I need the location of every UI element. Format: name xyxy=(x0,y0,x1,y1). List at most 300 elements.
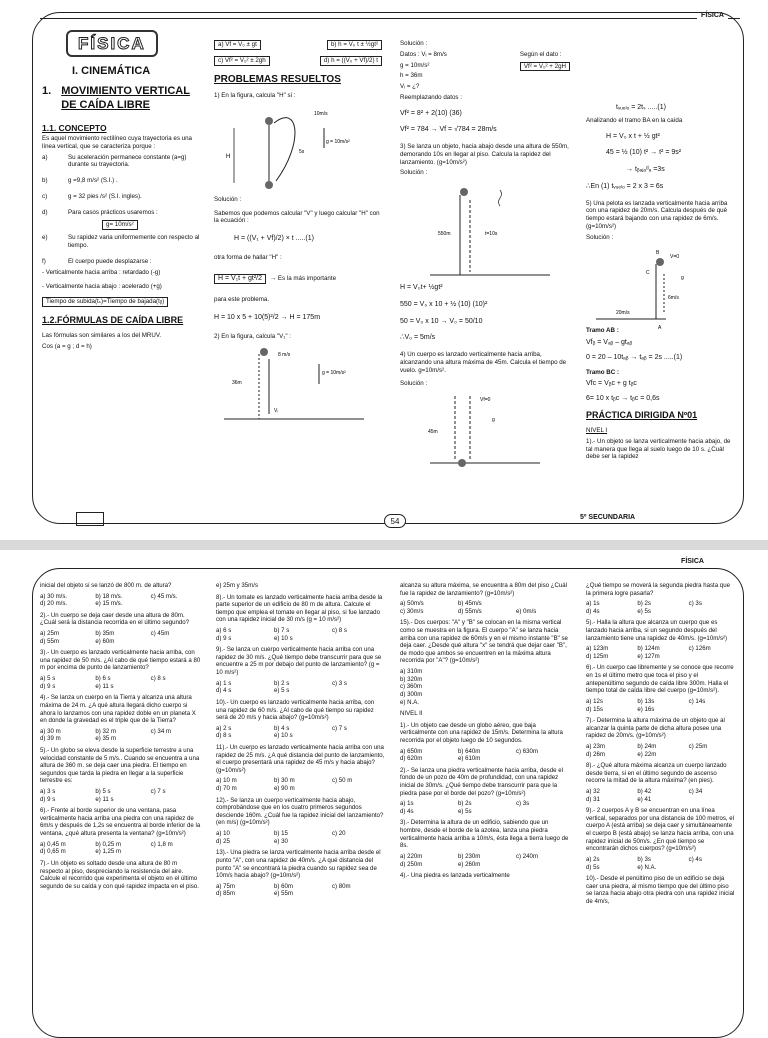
replace-label: Reemplazando datos : xyxy=(400,93,462,101)
item-text: Para casos prácticos usaremos : xyxy=(68,208,158,216)
answer-option: d) 9 s xyxy=(216,634,232,642)
figure-3 xyxy=(400,180,560,280)
answer-option xyxy=(458,699,512,707)
answer-options xyxy=(400,600,570,615)
item-f xyxy=(42,258,202,266)
answer-option: c) 50 m xyxy=(332,777,353,785)
header-subject-2: FÍSICA xyxy=(677,558,708,565)
step-3: 50 = V₀ x 10 → V₀ = 50/10 xyxy=(400,317,483,325)
question-text: alcanza su altura máxima, se encuentra a 80m del piso ¿Cuál fue la rapidez de lanzamiento? (g=10m/s²) xyxy=(400,582,567,597)
answer-option: e) 260m xyxy=(458,860,481,868)
question-block xyxy=(40,649,202,690)
question-text: 13).- Una piedra se lanza verticalmente hacia arriba desde el punto "A", con una rapidez de 40m/s. ¿A qué distancia del punto "A" se encontrará la piedra cuando su rapidez sea de 10m/s hacia abajo? (g=10m/s²) xyxy=(216,849,381,880)
practice-title: PRÁCTICA DIRIGIDA Nº01 xyxy=(586,409,698,420)
question-block xyxy=(586,807,736,871)
question-text: 5).- Halla la altura que alcanza un cuerpo que es lanzado hacia arriba, si un segundo después del lanzamiento tiene una rapidez de 40m/s. (g=10m/s²) xyxy=(586,619,728,642)
answer-options xyxy=(586,788,736,803)
answer-option: b) 2 s xyxy=(274,679,290,687)
column-2 xyxy=(214,40,382,427)
formula-d: d) h = ((V₀ + Vf)/2) t xyxy=(320,56,382,66)
fig2-height: 36m xyxy=(232,379,242,386)
question-block xyxy=(400,819,570,868)
item-a xyxy=(42,154,202,170)
fig5-6ms: 6m/s xyxy=(668,295,679,302)
answer-option xyxy=(516,699,570,707)
question-block xyxy=(216,582,386,590)
answer-option: a) 310m xyxy=(400,668,423,676)
practice-q1: 1).- Un objeto se lanza verticalmente hacia abajo, de tal manera que llega al suelo luego de 10 s. ¿Cuál debe ser la rapidez xyxy=(586,437,731,461)
fig5-20ms: 20m/s xyxy=(616,310,630,317)
answer-option: e) 10 s xyxy=(274,732,293,740)
answer-option: d) 26m xyxy=(586,750,605,758)
answer-option: e) N.A. xyxy=(637,863,657,871)
answer-option: d) 20 m/s. xyxy=(40,600,68,608)
question-block xyxy=(40,747,202,803)
answer-option: b) 6 s xyxy=(95,675,111,683)
page-number: 54 xyxy=(384,514,406,528)
answer-option: c) 7 s xyxy=(332,724,347,732)
answer-option: c) 80m xyxy=(332,882,351,890)
question-text: 8).- ¿Qué altura máxima alcanza un cuerpo lanzado desde tierra, si en el último segundo de ascenso recorre la mitad de la altura máxima? (en pies). xyxy=(586,762,727,785)
question-text: e) 25m y 35m/s xyxy=(216,582,258,589)
fig5-point-b: B xyxy=(656,250,660,257)
corner-box xyxy=(76,512,104,526)
answer-options xyxy=(400,800,570,815)
tramo-ab: Tramo AB : xyxy=(586,327,619,335)
answer-option xyxy=(151,683,202,691)
section-heading xyxy=(42,85,202,113)
answer-option: b) 32 m xyxy=(95,727,116,735)
answer-option: d) 31 xyxy=(586,795,600,803)
question-text: 15).- Dos cuerpos: "A" y "B" se colocan en la misma vertical como se muestra en la figura. El cuerpo "A" se lanza hacia arriba con una rapidez de 60m/s y en el mismo instante "B" se deja caer. ¿Desde qué altura "x" se tendrá que dejar caer "B", de modo que ambos se encuentren en la máxima altura recorrida por "A"? (g=10m/s²) xyxy=(400,619,568,665)
question-text: NIVEL II xyxy=(400,710,423,718)
question-text: 9).- Se lanza un cuerpo verticalmente hacia arriba con una rapidez de 30 m/s. ¿Qué tiempo debe transcurrir para que se encuentre a 25 m por debajo del punto de lanzamiento? (g = 10 m/s²) xyxy=(216,646,382,677)
question-block xyxy=(400,722,570,763)
fig5-point-c: C xyxy=(646,270,650,277)
answer-option: a) 3 s xyxy=(40,788,56,796)
answer-option xyxy=(689,751,736,759)
question-text: inicial del objeto si se lanzó de 800 m. de altura? xyxy=(40,582,172,589)
answer-option: d) 9 s xyxy=(40,795,56,803)
question-block xyxy=(400,710,570,718)
answer-options xyxy=(216,627,386,642)
answer-option: b) 24m xyxy=(637,742,657,750)
question-text: 7).- Un objeto es soltado desde una altura de 80 m respecto al piso, despreciando la resistencia del aire. Calcule el recorrido que experimenta el objeto en el último segundo de su caída y con qué rapidez impacta en el piso. xyxy=(40,859,199,890)
formula-c: c) Vf² = V₀² ± 2gh xyxy=(214,56,270,66)
fig1-velocity: 10m/s xyxy=(314,110,328,117)
fig5-gravity: g xyxy=(681,275,684,282)
answer-option: d) 70 m xyxy=(216,785,237,793)
problem-1: 1) En la figura, calcula "H" si : xyxy=(214,92,296,99)
question-block xyxy=(400,767,570,816)
answer-option xyxy=(516,676,570,684)
answer-option: b) 0,25 m xyxy=(95,840,122,848)
answer-option: a) 75m xyxy=(216,882,235,890)
tramo-bc-2: 6= 10 x tᵦc → tᵦc = 0,6s xyxy=(586,395,660,402)
question-text: 3).- Un cuerpo es lanzado verticalmente hacia arriba, con una rapidez de 50 m/s. ¿Al cabo de qué tiempo estará a 80 m por encima de punto de lanzamiento? xyxy=(40,649,201,672)
question-text: 4).- Una piedra es lanzada verticalmente xyxy=(400,872,510,880)
answer-option: b) 3s xyxy=(637,855,651,863)
answer-option: a) 6 s xyxy=(216,627,232,635)
formula-b: b) h = V₀ t ± ½gt² xyxy=(327,40,382,50)
answer-option: e) 41 xyxy=(637,795,652,803)
answer-option xyxy=(689,796,736,804)
solution-label-3: Solución : xyxy=(400,380,428,388)
col4-eq-3: → tᵦₐⱼₐᵈₐ =3s xyxy=(626,166,665,173)
answer-option: d) 85m xyxy=(216,890,235,898)
answer-option: e) 127m xyxy=(637,652,660,660)
answer-option: a) 10 xyxy=(216,830,230,838)
item-c xyxy=(42,193,202,201)
answer-option: d) 125m xyxy=(586,652,609,660)
answer-option: c) 4s xyxy=(688,855,702,863)
equation-2-note: → Es la más importante xyxy=(270,275,337,282)
formula-a: a) Vf = V₀ ± gt xyxy=(214,40,261,50)
answer-option: c) 45m xyxy=(150,630,170,638)
item-label: f) xyxy=(42,257,46,265)
question-block xyxy=(216,699,386,740)
tramo-bc-1: Vfc = Vᵦc + g tᵦc xyxy=(586,380,637,388)
question-text: 3).- Determina la altura de un edificio, sabiendo que un hombre, desde el borde de la azotea, lanza una piedra verticalmente hacia arriba a 10m/s, ésta llega a tierra luego de 8s. xyxy=(400,819,569,850)
answer-option xyxy=(516,683,570,691)
answer-option: d) 300m xyxy=(400,690,423,698)
item-d xyxy=(42,209,202,217)
accord-label: Según el dato : xyxy=(519,50,562,58)
fisica-logo: FÍSICA xyxy=(66,30,158,57)
problems-title: PROBLEMAS RESUELTOS xyxy=(214,73,341,85)
fig3-height: 550m xyxy=(438,231,451,237)
item-text: El cuerpo puede desplazarse : xyxy=(68,257,152,265)
answer-option: e) 30 xyxy=(274,837,288,845)
data-block xyxy=(400,51,447,94)
item-text: g =9,8 m/s² (S.I.) . xyxy=(68,177,118,185)
answer-option: e) 15 m/s. xyxy=(95,600,123,608)
answer-option: b) 7 s xyxy=(274,627,290,635)
answer-option: b) 18 m/s. xyxy=(95,592,123,600)
fig1-time: 5s xyxy=(299,148,305,155)
answer-option: a) 123m xyxy=(586,645,609,653)
answer-options xyxy=(586,698,736,713)
item-text: g = 32 pies /s² (S.I. ingles). xyxy=(68,192,142,200)
item-label: b) xyxy=(42,177,48,185)
answer-option: d) 39 m xyxy=(40,735,61,743)
equation-1: H = ((V₁ + Vf)/2) × t .....(1) xyxy=(234,235,314,242)
answer-option: e) 55m xyxy=(274,890,293,898)
times-text: Tiempo de subida(tₛ)=Tiempo de bajada(tᵦ) xyxy=(42,297,168,307)
question-text: 12).- Se lanza un cuerpo verticalmente hacia abajo, comprobándose que en los cuatro primeros segundos desciende 160m. ¿Cuál fue la rapidez inicial del lanzamiento? (en m/s) (g=10m/s²) xyxy=(216,796,384,827)
answer-option: d) 25 xyxy=(216,837,230,845)
solution-label: Solución : xyxy=(400,40,428,47)
answer-options xyxy=(40,788,202,803)
question-block xyxy=(216,849,386,898)
section-title: MOVIMIENTO VERTICAL DE CAÍDA LIBRE xyxy=(61,85,190,111)
formulas-text: Las fórmulas son similares a los del MRUV. xyxy=(42,331,162,339)
result-2: Vf² = 784 → Vf = √784 = 28m/s xyxy=(400,126,497,134)
questions-column-b xyxy=(216,582,386,902)
answer-option xyxy=(151,735,202,743)
equation-3: H = 10 x 5 + 10(5)²/2 → H = 175m xyxy=(214,314,321,321)
answer-options xyxy=(586,645,736,660)
answer-option: e) 0m/s xyxy=(516,607,537,615)
answer-option: e) 22m xyxy=(637,750,657,758)
col4-eq-1: H = V₀ x t + ½ gt² xyxy=(606,132,660,140)
answer-option: e) 610m xyxy=(458,755,481,763)
question-block xyxy=(586,619,736,660)
accord-block xyxy=(520,51,570,94)
answer-option: a) 25m xyxy=(40,630,59,638)
col4-eq-4: ∴En (1) tᵥᵤₑₗₒ = 2 x 3 = 6s xyxy=(586,182,664,190)
problem-2: 2) En la figura, calcula "V₁" : xyxy=(214,332,291,340)
column-3 xyxy=(400,40,570,474)
answer-option: e) 60m xyxy=(95,637,115,645)
g-value-box xyxy=(102,220,202,230)
data-line: g = 10m/s² xyxy=(400,61,430,69)
answer-option: c) 45 m/s. xyxy=(150,592,178,600)
answer-option xyxy=(516,668,570,676)
question-block xyxy=(40,694,202,743)
question-text: 9).- 2 cuerpos A y B se encuentran en una línea vertical, separados por una distancia de 100 metros, el cuerpo A (está arriba) se deja caer y simultáneamente el cuerpo B (está abajo) se lanza hacia arriba, con una rapidez inicial de 50m/s. ¿En qué tiempo se encontrarán dichos cuerpos? (g=10m/s²) xyxy=(586,807,735,853)
answer-option: e) 5s xyxy=(637,607,651,615)
level-1: NIVEL I xyxy=(586,427,608,434)
tramo-ab-1: Vfᵦ = Vₐᵦ – gtₐᵦ xyxy=(586,339,633,346)
chapter-title: I. CINEMÁTICA xyxy=(72,65,151,78)
answer-option: e) 90 m xyxy=(274,785,295,793)
question-block xyxy=(40,860,202,890)
question-block xyxy=(400,619,570,706)
question-block xyxy=(586,582,736,615)
answer-option: c) 30m/s xyxy=(400,607,424,615)
figure-1 xyxy=(214,103,374,193)
questions-column-a xyxy=(40,582,202,894)
answer-option: c) 630m xyxy=(516,747,539,755)
answer-option: c) 3s xyxy=(688,600,702,608)
page-gap xyxy=(0,540,768,550)
answer-option: e) 11 s xyxy=(95,682,114,690)
answer-option xyxy=(332,890,386,898)
answer-options xyxy=(586,600,736,615)
question-text: 2).- Un cuerpo se deja caer desde una altura de 80m. ¿Cuál será la distancia recorrida en el último segundo? xyxy=(40,611,190,627)
answer-options xyxy=(40,630,202,645)
answer-option xyxy=(458,683,512,691)
question-text: 10).- Desde el penúltimo piso de un edificio se deja caer una piedra, al mismo tiempo que del último piso se lanza hacia abajo otra piedra con una rapidez inicial de 4m/s, xyxy=(586,875,735,905)
question-block xyxy=(586,875,736,905)
answer-option xyxy=(151,600,202,608)
answer-option: b) 13s xyxy=(637,697,655,705)
answer-option: a) 50m/s xyxy=(400,600,424,608)
answer-option: b) 35m xyxy=(95,630,115,638)
item-label: c) xyxy=(42,192,48,200)
answer-option: c) 360m xyxy=(400,683,423,691)
answer-option xyxy=(458,668,512,676)
answer-option xyxy=(458,691,512,699)
formulas-row-1 xyxy=(214,40,382,50)
answer-option: e) 35 m xyxy=(95,735,116,743)
header-subject: FÍSICA xyxy=(697,12,728,19)
answer-option: b) 30 m xyxy=(274,777,295,785)
answer-option: e) 11 s xyxy=(95,795,114,803)
question-block xyxy=(216,646,386,695)
question-block xyxy=(400,582,570,615)
answer-option: e) 10 s xyxy=(274,634,293,642)
fig5-v0: V=0 xyxy=(670,254,680,261)
page-55 xyxy=(0,550,768,1024)
fig4-final-velocity: Vf=0 xyxy=(480,397,491,403)
answer-options xyxy=(400,748,570,763)
answer-option: a) 12s xyxy=(586,697,603,705)
step-2: 550 = V₀ x 10 + ½ (10) (10)² xyxy=(400,300,488,308)
question-text: 6).- Un cuerpo cae libremente y se conoce que recorre en 1s el último metro que toca el piso y el antepenúltimo segundo de caída libre 300m. Halla el tiempo total de caída libre del cuerpo (g=10m/s²). xyxy=(586,664,734,695)
question-text: 1).- Un objeto cae desde un globo aéreo, que baja verticalmente con una rapidez de 15m/s. Determina la altura recorrida por el objeto luego de 10 segundos. xyxy=(400,721,563,744)
answer-option: d) 15s xyxy=(586,705,603,713)
answer-option: b) 42 xyxy=(637,788,652,796)
question-text: 2).- Se lanza una piedra verticalmente hacia arriba, desde el fondo de un pozo de 40m de profundidad, con una rapidez inicial de 30m/s. ¿Qué tiempo debe transcurrir para que la piedra pase por el borde del pozo? (g=10m/s²) xyxy=(400,766,563,797)
question-block xyxy=(40,582,202,608)
problem-3: 3) Se lanza un objeto, hacia abajo desde una altura de 550m, demorando 10s en llegar al piso. Calcula la rapidez del lanzamiento. (g=10m/s²) xyxy=(400,143,569,166)
question-block xyxy=(40,807,202,856)
answer-option xyxy=(332,687,386,695)
col4-eq-2: 45 = ½ (10) t² → t² = 9s² xyxy=(606,149,682,157)
answer-option: c) 7 s xyxy=(150,788,166,796)
answer-option: a) 23m xyxy=(586,742,605,750)
answer-option: c) 1,8 m xyxy=(150,840,173,848)
answer-option: b) 2s xyxy=(637,600,651,608)
step-4: ∴V₀ = 5m/s xyxy=(400,334,436,342)
answer-option xyxy=(516,691,570,699)
question-text: 11).- Un cuerpo es lanzado verticalmente hacia arriba con una rapidez de 25 m/s. ¿A qué distancia del punto de lanzamiento, el cuerpo presentará una rapidez de 45 m/s y hacia abajo? (g=10m/s²) xyxy=(216,743,385,774)
answer-option: a) 1s xyxy=(400,800,414,808)
answer-option: d) 9 s xyxy=(40,682,56,690)
formulas-title: 1.2.FÓRMULAS DE CAÍDA LIBRE xyxy=(42,314,184,325)
answer-option: e) 1,25 m xyxy=(95,848,122,856)
question-text: 7).- Determina la altura máxima de un objeto que al alcanzar la quinta parte de dicha altura posee una rapidez de 20m/s. (g=10m/s²) xyxy=(586,717,725,740)
answer-option: a) 2 s xyxy=(216,724,232,732)
answer-option xyxy=(458,676,512,684)
answer-option xyxy=(689,653,736,661)
data-row xyxy=(400,51,570,94)
answer-option: c) 126m xyxy=(688,645,711,653)
answer-option xyxy=(332,635,386,643)
figure-2 xyxy=(214,344,374,424)
answer-option: b) 2s xyxy=(458,800,472,808)
motion-down: - Verticalmente hacia abajo : acelerado (+g) xyxy=(42,283,162,291)
answer-option: b) 60m xyxy=(274,882,293,890)
fig2-final-velocity: Vᵢ xyxy=(274,407,279,414)
answer-option: b) 5 s xyxy=(95,788,111,796)
solution-text: Sabemos que podemos calcular "V" y luego calcular "H" con la ecuación : xyxy=(214,209,380,225)
section-number: 1. xyxy=(42,85,52,97)
tramo-ab-2: 0 = 20 – 10tₐᵦ → tₐᵦ = 2s .....(1) xyxy=(586,353,683,361)
answer-option: a) 5 s xyxy=(40,675,56,683)
question-block xyxy=(216,744,386,793)
answer-options xyxy=(216,725,386,740)
question-block xyxy=(586,717,736,758)
answer-options xyxy=(400,853,570,868)
answer-option: b) 320m xyxy=(400,675,423,683)
questions-column-d xyxy=(586,582,736,910)
answer-option: c) 8 s xyxy=(332,627,347,635)
answer-option xyxy=(689,608,736,616)
solution-label-2: Solución : xyxy=(400,169,428,177)
tramo-bc: Tramo BC : xyxy=(586,368,620,376)
fig1-height: H xyxy=(226,153,231,160)
answer-option xyxy=(332,838,386,846)
question-text: 6).- Frente al borde superior de una ventana, pasa verticalmente hacia arriba una piedra con una rapidez de 6m/s y después de 1,2s se encuentra al borde inferior de la ventana, ¿qué altura presenta la ventana? (g=10m/s²) xyxy=(40,807,201,838)
column-4 xyxy=(586,100,736,464)
item-b xyxy=(42,177,202,185)
answer-options xyxy=(400,668,570,706)
questions-column-c xyxy=(400,582,570,884)
answer-option: c) 240m xyxy=(516,852,539,860)
answer-option: d) 8 s xyxy=(216,732,232,740)
answer-option: e) N.A. xyxy=(400,698,419,706)
question-text: 5).- Un globo se eleva desde la superficie terrestre a una velocidad constante de 5 m/s.. Cuando se encuentra a una altura de 360 m. se deja caer una piedra. El tiempo en segundos que tarda la piedra en llegar a la superficie terrestre es: xyxy=(40,746,200,785)
question-block xyxy=(586,664,736,713)
answer-option: e) 5 s xyxy=(274,687,290,695)
concept-text: Es aquel movimiento rectilíneo cuya trayectoria es una línea vertical, que se caracteriza porque : xyxy=(42,135,192,150)
answer-options xyxy=(40,841,202,856)
answer-option: c) 14s xyxy=(688,697,706,705)
fig5-point-a: A xyxy=(658,325,662,332)
item-label: e) xyxy=(42,234,48,242)
question-block xyxy=(216,594,386,643)
problem-4: 4) Un cuerpo es lanzado verticalmente hacia arriba, alcanzando una altura máxima de 45m. Calcula el tiempo de vuelo. g=10m/s². xyxy=(400,351,567,374)
answer-option: a) 220m xyxy=(400,852,423,860)
answer-option xyxy=(516,755,570,763)
answer-option: a) 0,45 m xyxy=(40,840,66,848)
question-text: 8).- Un tomate es lanzado verticalmente hacia arriba desde la parte superior de un edificio de 80 m de altura. Calcule el tiempo que emplea el tomate en llegar al piso, si fue lanzado con una rapidez inicial de 30 m/s (g = 10 m/s²) xyxy=(216,593,383,624)
answer-option: b) 15 xyxy=(274,830,288,838)
answer-option: b) 640m xyxy=(458,747,481,755)
answer-option: d) 0,65 m xyxy=(40,848,66,856)
answer-option xyxy=(151,638,202,646)
answer-option: c) 3s xyxy=(516,800,530,808)
formulas-row-2 xyxy=(214,56,382,66)
answer-option: a) 30 m xyxy=(40,727,61,735)
cos-note: Cos (a = g ; d = h) xyxy=(42,342,92,350)
question-text: 4).- Se lanza un cuerpo en la Tierra y alcanza una altura máxima de 24 m. ¿A qué altura llegará dicho cuerpo si ahora lo lanzamos con una rapidez doble en un planeta X en donde la gravedad es el triple que de la Tierra? xyxy=(40,694,196,725)
concept-title: 1.1. CONCEPTO xyxy=(42,122,107,133)
fig1-gravity: g = 10m/s² xyxy=(326,138,350,145)
item-label: a) xyxy=(42,153,48,161)
answer-options xyxy=(586,743,736,758)
figure-4 xyxy=(400,391,560,471)
answer-options xyxy=(216,777,386,792)
question-block xyxy=(586,762,736,803)
result-1: Vf² = 8² + 2(10) (36) xyxy=(400,109,462,117)
answer-option xyxy=(516,808,570,816)
answer-option: a) 650m xyxy=(400,747,423,755)
answer-option: c) 20 xyxy=(332,830,346,838)
answer-option: a) 10 m xyxy=(216,777,237,785)
fig4-height: 45m xyxy=(428,429,438,435)
question-text: 10).- Un cuerpo es lanzado verticalmente hacia arriba, con una rapidez de 60 m/s. ¿Al cabo de qué tiempo su rapidez será de 20 m/s y hacia abajo? (g=10m/s²) xyxy=(216,698,375,722)
solution-label: Solución : xyxy=(214,195,242,203)
g-value: g= 10m/s² xyxy=(102,220,138,230)
answer-option xyxy=(332,732,386,740)
answer-option: b) 4 s xyxy=(274,724,290,732)
answer-option: a) 30 m/s. xyxy=(40,592,68,600)
answer-option: b) 230m xyxy=(458,852,481,860)
question-block xyxy=(216,797,386,846)
answer-option: e) 5s xyxy=(458,807,472,815)
times-box xyxy=(42,297,202,307)
answer-option xyxy=(516,600,570,608)
answer-options xyxy=(40,675,202,690)
other-way: otra forma de hallar "H" : xyxy=(214,253,282,261)
answer-options xyxy=(216,830,386,845)
analyze-text: Analizando el tramo BA en la caída xyxy=(586,116,683,124)
motion-up: - Verticalmente hacia arriba : retardado (-g) xyxy=(42,269,161,277)
